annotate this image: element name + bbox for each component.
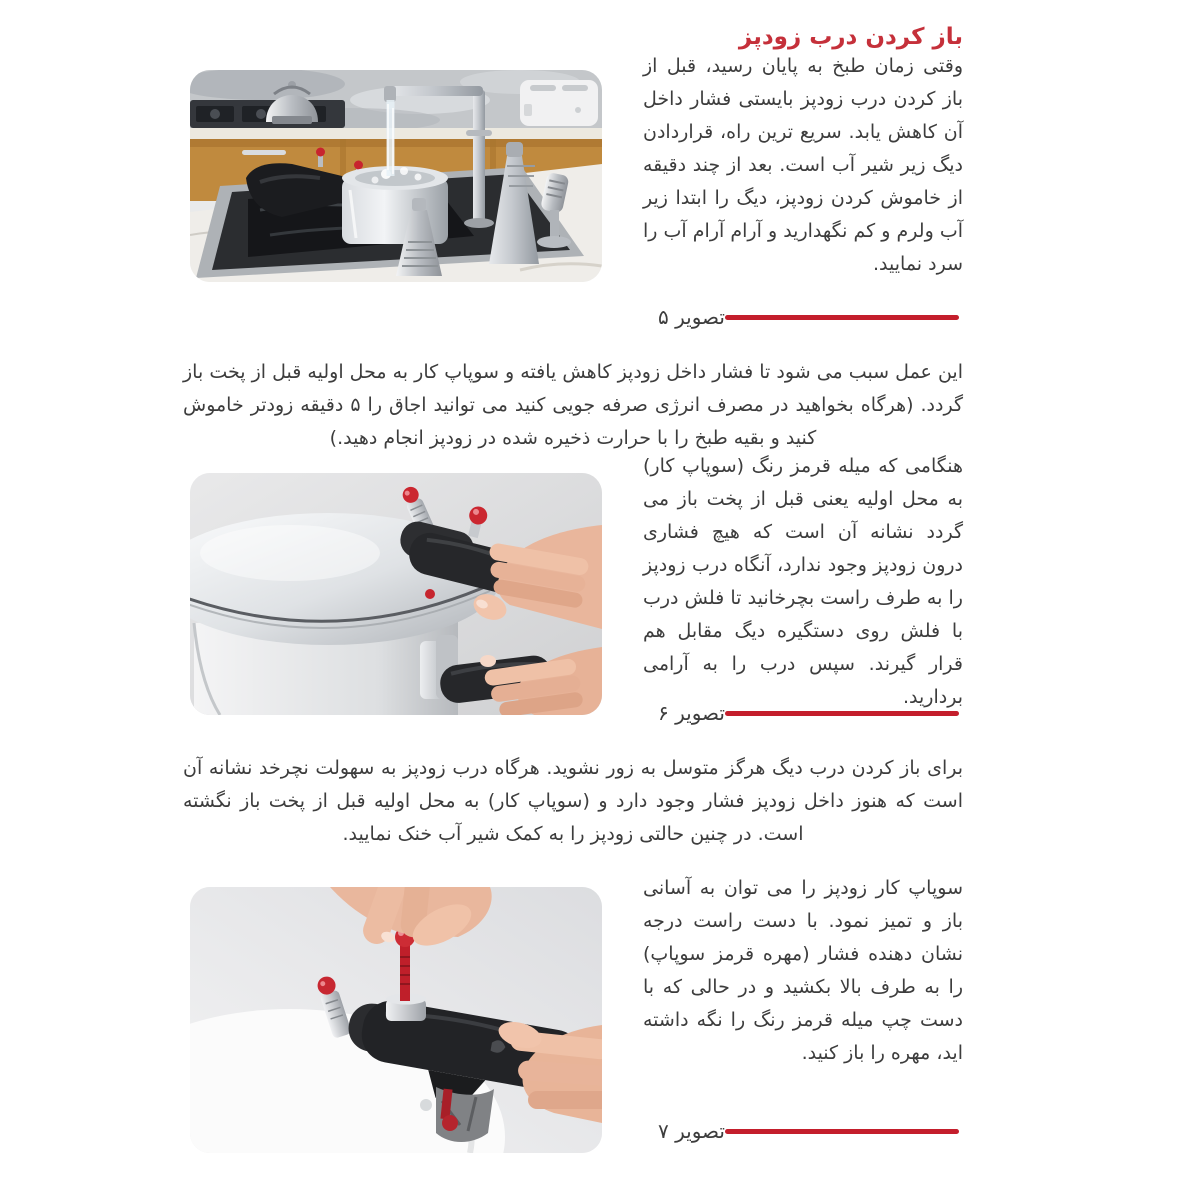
lid-removal-scene: [190, 473, 602, 715]
page-title: باز کردن درب زودپز: [738, 24, 963, 50]
figure6-caption-label: تصویر ۶: [658, 701, 725, 725]
red-valve-stem: [400, 943, 410, 1001]
figure5-caption: [643, 305, 965, 329]
figure7-paragraph: سوپاپ کار زودپز را می توان به آسانی باز و تمیز نمود. با دست راست درجه نشان دهنده فشار (مهره قرمز سوپاپ) را به طرف بالا بکشید و در حالی که با دست چپ میله قرمز رنگ را نگه داشته اید، مهره را باز کنید.: [643, 877, 963, 1064]
figure5-caption-rule: [725, 315, 959, 320]
figure7-caption: [643, 1119, 965, 1143]
red-pin-small: [425, 589, 435, 599]
figure6-caption: [643, 701, 965, 725]
cabinet-handle: [242, 150, 286, 155]
pot-in-sink: [342, 166, 448, 244]
figure7-caption-rule: [725, 1129, 959, 1134]
figure7-photo: [190, 887, 602, 1153]
intro-paragraph: وقتی زمان طبخ به پایان رسید، قبل از باز کردن درب زودپز بایستی فشار داخل آن کاهش یابد. سریع ترین راه، قراردادن دیگ زیر شیر آب است. بعد از چند دقیقه از خاموش کردن زودپز، دیگ را ابتدا زیر آب ولرم و کم نگهدارید و آرام آرام آب را سرد نمایید.: [643, 55, 963, 275]
figure5-caption-label: تصویر ۵: [658, 305, 725, 329]
kitchen-sink-scene: [190, 70, 602, 282]
red-valve-pin: [316, 148, 325, 157]
after-figure5-paragraph: این عمل سبب می شود تا فشار داخل زودپز کاهش یافته و سوپاپ کار به محل اولیه قبل از پخت باز گردد. (هرگاه بخواهید در مصرف انرژی صرفه جویی کنید می توانید اجاق را ۵ دقیقه زودتر خاموش کنید و بقیه طبخ را با حرارت ذخیره شده در زودپز انجام دهید.): [183, 361, 963, 449]
after-figure6-paragraph: برای باز کردن درب دیگ هرگز متوسل به زور نشوید. هرگاه درب زودپز به سهولت نچرخد نشانه آن است که هنوز داخل زودپز فشار وجود دارد و (سوپاپ کار) به محل اولیه قبل از پخت باز نگشته است. در چنین حالتی زودپز را به کمک شیر آب خنک نمایید.: [183, 757, 963, 845]
figure7-caption-label: تصویر ۷: [658, 1119, 725, 1143]
figure6-photo: [190, 473, 602, 715]
figure5-photo: [190, 70, 602, 282]
red-valve-pin: [354, 161, 363, 170]
figure6-paragraph: هنگامی که میله قرمز رنگ (سوپاپ کار) به محل اولیه یعنی قبل از پخت باز می گردد نشانه آن است که هیچ فشاری درون زودپز وجود ندارد، آنگاه درب زودپز را به طرف راست بچرخانید تا فلش درب با فلش روی دستگیره دیگ مقابل هم قرار گیرند. سپس درب را به آرامی بردارید.: [643, 455, 963, 708]
counter-lip: [190, 128, 602, 139]
toaster: [520, 80, 598, 126]
valve-cleaning-scene: [190, 887, 602, 1153]
water-stream: [387, 100, 395, 176]
figure6-caption-rule: [725, 711, 959, 716]
